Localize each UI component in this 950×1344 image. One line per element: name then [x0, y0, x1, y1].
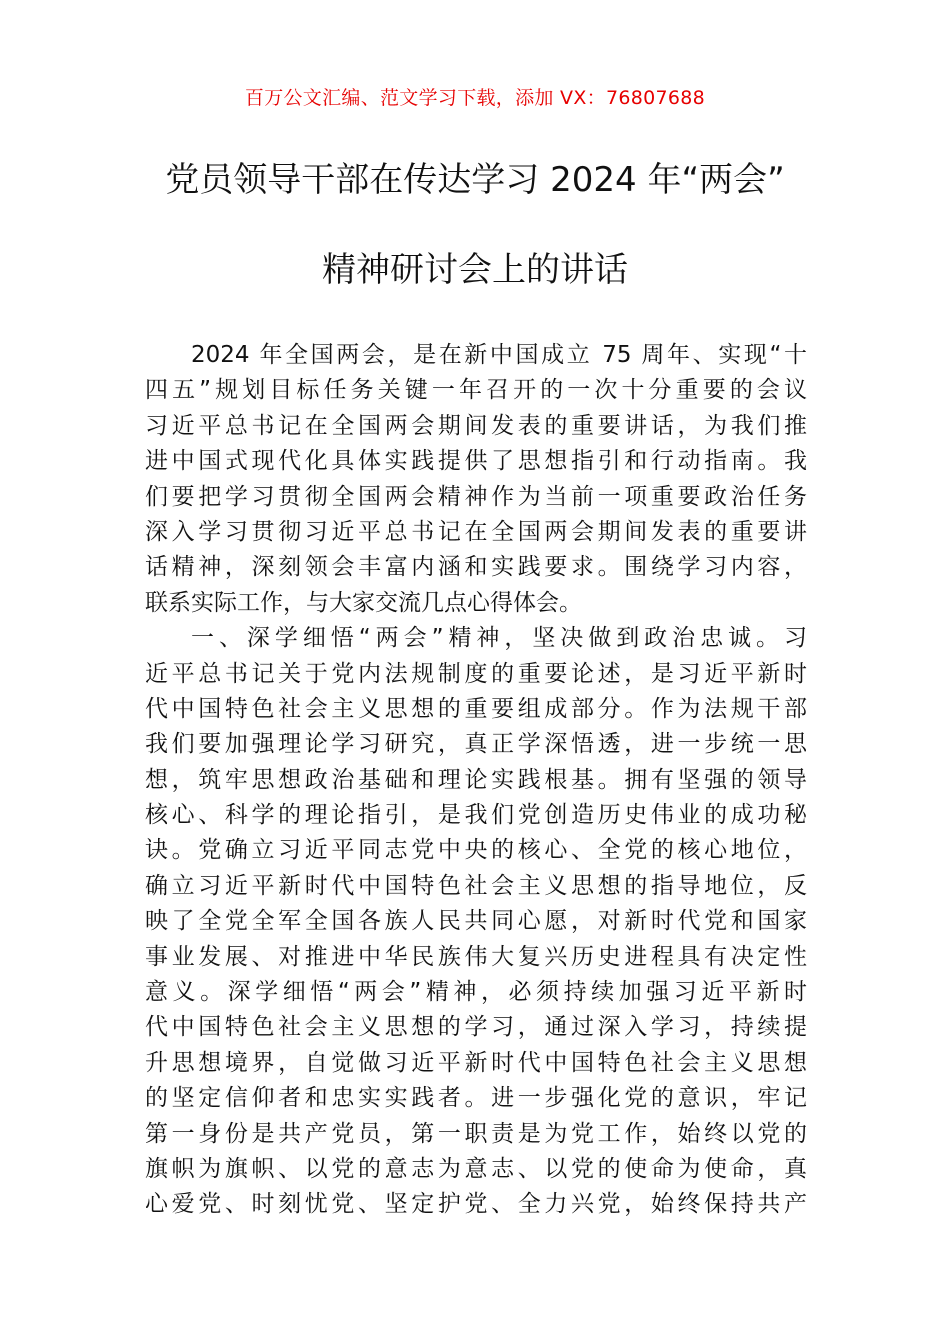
paragraph-1-line: 们要把学习贯彻全国两会精神作为当前一项重要政治任务	[145, 483, 807, 510]
paragraph-1-line: 进中国式现代化具体实践提供了思想指引和行动指南。我	[145, 448, 807, 475]
paragraph-1-line: 联系实际工作，与大家交流几点心得体会。	[145, 589, 582, 616]
paragraph-2-line: 核心、科学的理论指引，是我们党创造历史伟业的成功秘	[145, 802, 807, 829]
paragraph-2-line: 旗帜为旗帜、以党的意志为意志、以党的使命为使命，真	[145, 1155, 807, 1182]
paragraph-1-line: 话精神，深刻领会丰富内涵和实践要求。围绕学习内容，	[145, 554, 807, 581]
paragraph-2-line: 事业发展、对推进中华民族伟大复兴历史进程具有决定性	[145, 943, 807, 970]
paragraph-1-line: 习近平总书记在全国两会期间发表的重要讲话，为我们推	[145, 412, 807, 439]
paragraph-2-line: 我们要加强理论学习研究，真正学深悟透，进一步统一思	[145, 731, 807, 758]
paragraph-2-line: 想，筑牢思想政治基础和理论实践根基。拥有坚强的领导	[145, 766, 807, 793]
paragraph-2-line: 诀。党确立习近平同志党中央的核心、全党的核心地位，	[145, 837, 807, 864]
paragraph-2-line: 代中国特色社会主义思想的重要组成部分。作为法规干部	[145, 695, 807, 722]
document-body	[145, 338, 807, 1223]
paragraph-2-line: 确立习近平新时代中国特色社会主义思想的指导地位，反	[145, 872, 807, 899]
paragraph-2-line: 代中国特色社会主义思想的学习，通过深入学习，持续提	[145, 1014, 807, 1041]
paragraph-2-line: 的坚定信仰者和忠实实践者。进一步强化党的意识，牢记	[145, 1085, 807, 1112]
paragraph-1-line: 2024 年全国两会，是在新中国成立 75 周年、实现“十	[191, 342, 807, 368]
paragraph-2-line: 心爱党、时刻忧党、坚定护党、全力兴党，始终保持共产	[145, 1191, 807, 1218]
paragraph-2-line: 一、深学细悟“两会”精神，坚决做到政治忠诚。习	[191, 625, 807, 652]
document-title-line-2: 精神研讨会上的讲话	[322, 250, 628, 290]
paragraph-2-line: 映了全党全军全国各族人民共同心愿，对新时代党和国家	[145, 908, 807, 935]
paragraph-2-line: 升思想境界，自觉做习近平新时代中国特色社会主义思想	[145, 1049, 807, 1076]
paragraph-1-line: 四五”规划目标任务关键一年召开的一次十分重要的会议	[145, 377, 807, 404]
paragraph-2-line: 第一身份是共产党员，第一职责是为党工作，始终以党的	[145, 1120, 807, 1147]
watermark-header: 百万公文汇编、范文学习下载，添加 VX：76807688	[244, 87, 706, 109]
paragraph-1-line: 深入学习贯彻习近平总书记在全国两会期间发表的重要讲	[145, 518, 807, 545]
paragraph-2-line: 意义。深学细悟“两会”精神，必须持续加强习近平新时	[145, 979, 807, 1006]
paragraph-2-line: 近平总书记关于党内法规制度的重要论述，是习近平新时	[145, 660, 807, 687]
document-title-line-1: 党员领导干部在传达学习 2024 年“两会”	[165, 160, 785, 200]
